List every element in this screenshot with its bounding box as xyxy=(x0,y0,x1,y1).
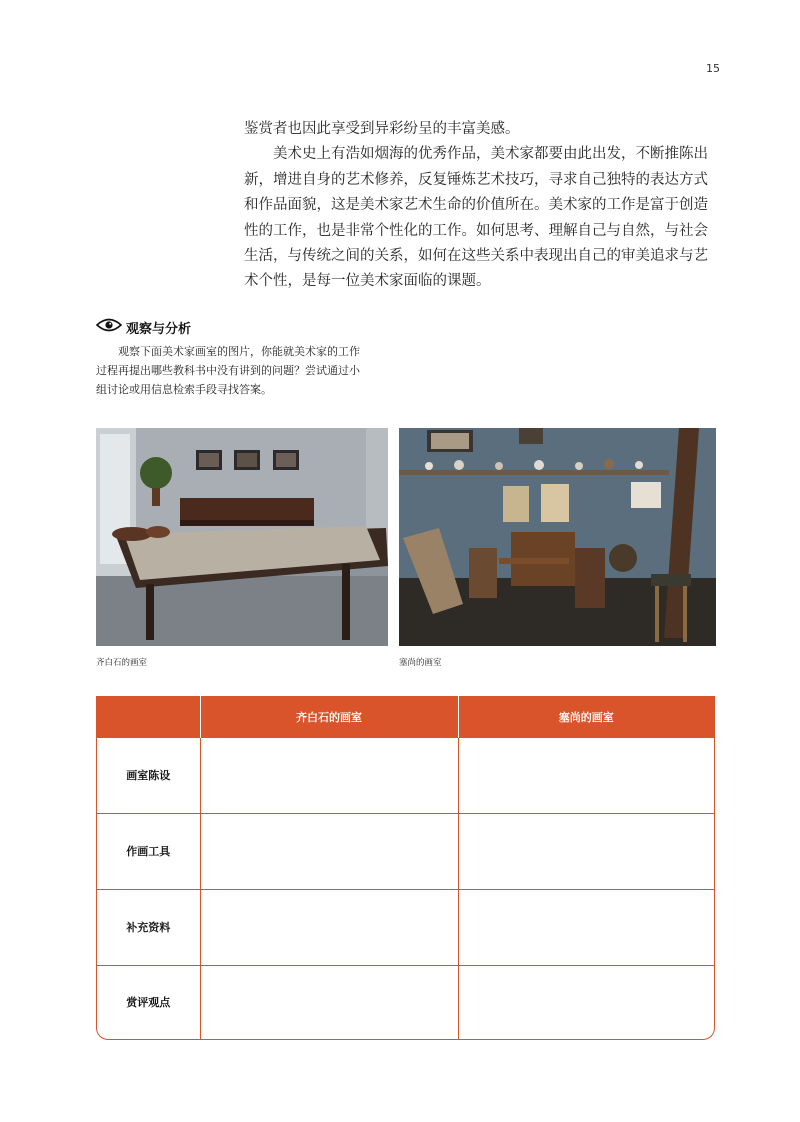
section-title: 观察与分析 xyxy=(126,321,192,337)
table-header-row xyxy=(97,696,714,738)
table-row xyxy=(97,889,714,965)
observation-prompt xyxy=(96,342,366,399)
body-paragraph: 鉴赏者也因此享受到异彩纷呈的丰富美感。 xyxy=(244,121,520,137)
row-label: 补充资料 xyxy=(97,889,200,965)
answer-cell[interactable] xyxy=(458,889,714,965)
answer-cell[interactable] xyxy=(200,813,458,889)
prompt-text: 观察下面美术家画室的图片，你能就美术家的工作过程再提出哪些教科书中没有讲到的问题？尝试通过小组讨论或用信息检索手段寻找答案。 xyxy=(96,345,360,396)
answer-cell[interactable] xyxy=(200,738,458,814)
answer-cell[interactable] xyxy=(200,889,458,965)
row-label: 画室陈设 xyxy=(97,738,200,814)
body-text xyxy=(244,117,718,295)
table-row xyxy=(97,738,714,814)
photo-caption: 齐白石的画室 xyxy=(96,658,148,668)
row-label: 赏评观点 xyxy=(97,965,200,1039)
table-header-cell: 齐白石的画室 xyxy=(200,696,458,738)
body-paragraph: 美术史上有浩如烟海的优秀作品，美术家都要由此出发，不断推陈出新，增进自身的艺术修养，反复锤炼艺术技巧，寻求自己独特的表达方式和作品面貌，这是美术家艺术生命的价值所在。美术家的工作是富于创造性的工作，也是非常个性化的工作。如何思考、理解自己与自然，与社会生活，与传统之间的关系，如何在这些关系中表现出自己的审美追求与艺术个性，是每一位美术家面临的课题。 xyxy=(244,146,708,290)
row-label: 作画工具 xyxy=(97,813,200,889)
comparison-table xyxy=(96,696,715,1040)
photo-caption: 塞尚的画室 xyxy=(399,658,442,668)
eye-icon xyxy=(96,318,122,336)
table-row xyxy=(97,813,714,889)
table-header-cell xyxy=(97,696,200,738)
table-row xyxy=(97,965,714,1039)
answer-cell[interactable] xyxy=(458,965,714,1039)
qi-baishi-studio-photo xyxy=(96,428,388,646)
section-heading xyxy=(96,318,191,336)
table-header-cell: 塞尚的画室 xyxy=(458,696,714,738)
answer-cell[interactable] xyxy=(458,738,714,814)
answer-cell[interactable] xyxy=(458,813,714,889)
page-number: 15 xyxy=(706,62,720,75)
cezanne-studio-photo xyxy=(399,428,716,646)
answer-cell[interactable] xyxy=(200,965,458,1039)
